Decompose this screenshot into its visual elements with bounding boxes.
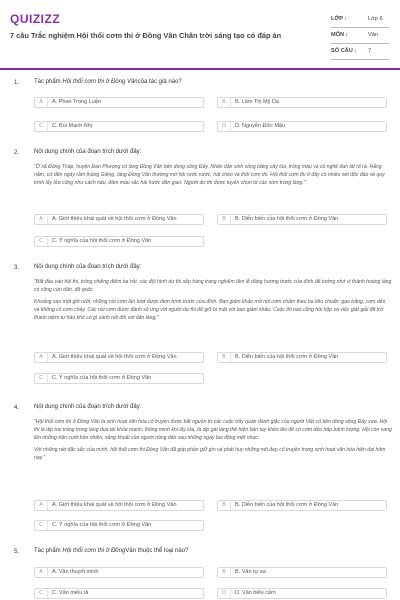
quizizz-logo: QUIZIZZ [10, 12, 61, 26]
option-letter: B [218, 501, 231, 510]
answer-option[interactable] [217, 588, 387, 599]
option-letter: A [35, 353, 48, 362]
answer-option[interactable] [34, 588, 204, 599]
option-text: B. Diễn biến của hội thổi cơm ở Đồng Vân [235, 354, 339, 360]
question-number: 4. [14, 405, 20, 411]
question-text [34, 547, 390, 556]
answer-option[interactable] [34, 352, 204, 363]
answer-option[interactable] [217, 567, 387, 578]
option-text: B. Văn tự sự [235, 569, 267, 575]
header-divider [0, 68, 400, 70]
passage-paragraph: "Hội thổi cơm thi ở Đồng Vân là sinh hoạt văn hóa cổ truyền được bắt nguồn từ các cuộc trẩy quân đánh giặc của người Việt cổ bên dòng sông Đáy xưa. Hội thi là dịp trai tráng trong làng đua tài khỏe mạnh, thông minh khi lấy lửa, là dịp gái làng thể hiện bàn tay khéo léo để có cơm dẻo hấp bánh lượng. Hội còn vang lên những trận cười hồn nhiên, sảng khoái của người nông dân sau những ngày lao động mệt nhọc. [34, 419, 392, 441]
answer-option[interactable] [34, 97, 204, 108]
question-text-italic: Hội thổi cơm thi ở Đồng Vân [62, 79, 138, 85]
option-letter: B [218, 353, 231, 362]
option-text: C. Bùi Mạnh Nhị [52, 123, 93, 129]
answer-option[interactable] [217, 97, 387, 108]
answer-option[interactable] [217, 352, 387, 363]
question-number: 2. [14, 150, 20, 156]
passage [34, 418, 392, 466]
answer-option[interactable] [34, 236, 204, 247]
option-letter: C [35, 521, 48, 530]
answer-option[interactable] [217, 500, 387, 511]
answer-option[interactable] [217, 121, 387, 132]
passage [34, 163, 392, 191]
passage-paragraph: Khoảng sau một giờ rưỡi, những nồi cơm lần lượt được đem trình trước cửa đình. Ban giám khảo mở nồi cơm chấm theo ba tiêu chuẩn: gạo trắng, cơm dẻo và không có cơm cháy. Các nồi cơm được đánh số ứng với người dự thi để giữ bí mật với ban giám khảo. Cuộc thi nào cũng hồi hộp và việc giật giải đã trở thành niềm tự hào khó có gì sánh nổi đối với dân làng." [34, 299, 386, 321]
quiz-title: 7 câu Trắc nghiệm Hội thổi cơm thi ở Đồng Vân Chân trời sáng tạo có đáp án [10, 31, 282, 40]
passage [34, 278, 392, 326]
option-letter: C [35, 237, 48, 246]
option-text: D. Nguyễn Đức Mậu [235, 123, 286, 129]
option-letter: D [218, 122, 231, 131]
question-text-italic: Hội thổi cơm thi ở Đồng [62, 548, 126, 554]
option-text: B. Lâm Thị Mỹ Dạ [235, 99, 279, 105]
answer-option[interactable] [217, 214, 387, 225]
passage-paragraph: "Bắt đầu vào hội thi, trống chiêng điểm ba hồi, các đội hình dự thi xếp hàng trang nghiêm lấm lễ dâng hương trước cửa đình để tưởng nhớ vị thành hoàng làng có công cứu dân, độ quốc. [34, 279, 392, 293]
answer-option[interactable] [34, 520, 204, 531]
question-text-post: của tác giả nào? [137, 79, 182, 85]
question-number: 1. [14, 80, 20, 86]
option-text: A. Giới thiệu khái quát về hội thổi cơm ở Đồng Vân [52, 354, 177, 360]
question-text: Nội dung chính của đoạn trích dưới đây: [34, 404, 142, 410]
option-letter: A [35, 98, 48, 107]
question-text [34, 78, 390, 87]
option-text: C. Văn miêu tả [52, 590, 89, 596]
question-text-pre: Tác phẩm [34, 79, 63, 85]
option-letter: B [218, 568, 231, 577]
question-number: 5. [14, 549, 20, 555]
answer-option[interactable] [34, 121, 204, 132]
meta-value: Lớp 6 [368, 16, 383, 22]
option-text: A. Văn thuyết minh [52, 569, 99, 575]
meta-label: MÔN : [331, 32, 348, 38]
question-text-post: Vân thuộc thể loại nào? [125, 548, 189, 554]
passage-paragraph: "Ở xã Đồng Tháp, huyện Đan Phượng có làng Đồng Vân bên dòng sông Đáy. Nhân dân sinh sống bằng cấy lúa, trồng màu và có nghề đan lát rổ rá. Hằng năm, cứ đến ngày rằm tháng Giêng, làng Đồng Vân thường mở hội rước nước, hát chèo và thổi cơm thi. Hội thổi cơm thi ở đây có nhiều nét độc đáo về quy trình lấy lửa cũng như cách nấu, đảm màu sắc hài hước dân gian. Người dự thi được tuyển chọn từ các xóm trong làng." [34, 164, 385, 186]
option-letter: B [218, 215, 231, 224]
meta-label: SỐ CÂU : [331, 48, 357, 54]
option-text: B. Diễn biến của hội thổi cơm ở Đồng Vân [235, 216, 339, 222]
question-text: Nội dung chính của đoạn trích dưới đây: [34, 264, 142, 270]
meta-row-subject [331, 28, 389, 44]
header [0, 0, 400, 68]
meta-value: 7 [368, 48, 372, 54]
option-letter: A [35, 215, 48, 224]
option-text: C. Ý nghĩa của hội thổi cơm ở Đồng Vân [52, 375, 152, 381]
option-letter: C [35, 122, 48, 131]
passage-paragraph: Với những nét đặc sắc của mình, hội thổi cơm thi Đồng Vân đã góp phần giữ gìn và phát huy những nét đẹp cổ truyền trong sinh hoạt văn hóa hiện đại hôm nay." [34, 447, 386, 461]
question-number: 3. [14, 265, 20, 271]
option-letter: C [35, 589, 48, 598]
answer-option[interactable] [34, 500, 204, 511]
option-text: D. Văn biểu cảm [235, 590, 276, 596]
option-letter: A [35, 501, 48, 510]
option-letter: B [218, 98, 231, 107]
option-letter: C [35, 374, 48, 383]
option-text: C. Ý nghĩa của hội thổi cơm ở Đồng Vân [52, 522, 152, 528]
option-text: A. Phan Trọng Luận [52, 99, 101, 105]
quiz-meta [331, 12, 389, 60]
question-text-pre: Tác phẩm [34, 548, 63, 554]
option-text: A. Giới thiệu khái quát về hội thổi cơm ở Đồng Vân [52, 502, 177, 508]
option-letter: D [218, 589, 231, 598]
meta-row-class [331, 12, 389, 28]
meta-label: LỚP : [331, 16, 347, 22]
answer-option[interactable] [34, 214, 204, 225]
answer-option[interactable] [34, 567, 204, 578]
answer-option[interactable] [34, 373, 204, 384]
option-letter: A [35, 568, 48, 577]
option-text: C. Ý nghĩa của hội thổi cơm ở Đồng Vân [52, 238, 152, 244]
meta-row-count [331, 44, 389, 60]
option-text: A. Giới thiệu khái quát về hội thổi cơm ở Đồng Vân [52, 216, 177, 222]
question-text: Nội dung chính của đoạn trích dưới đây: [34, 149, 142, 155]
meta-value: Văn [368, 32, 378, 38]
option-text: B. Diễn biến của hội thổi cơm ở Đồng Vân [235, 502, 339, 508]
